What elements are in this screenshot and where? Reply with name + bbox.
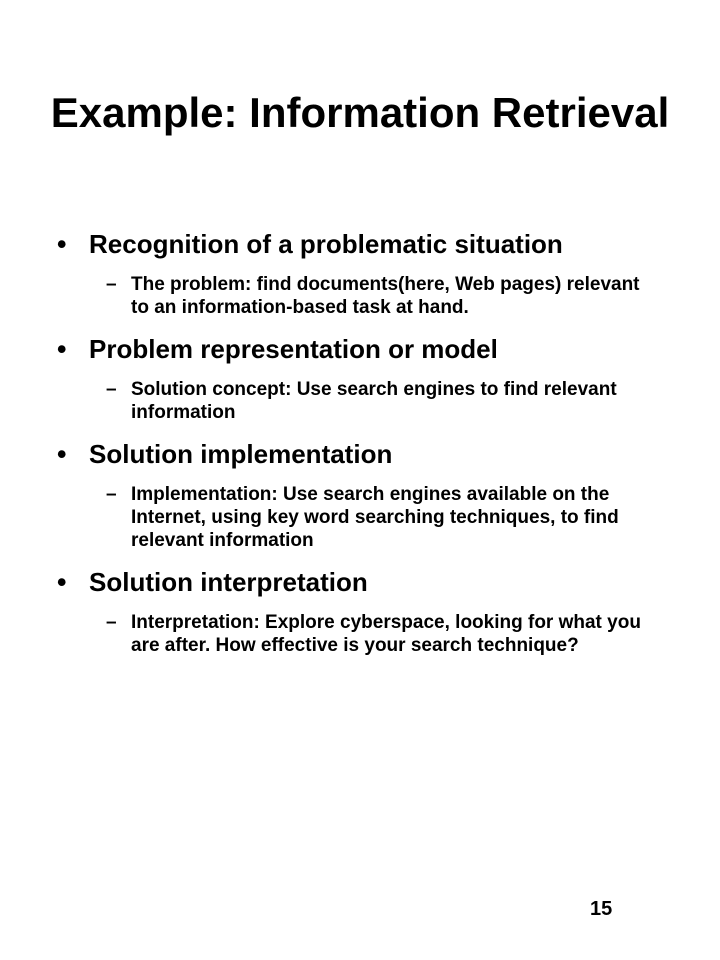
bullet-marker: •	[57, 229, 67, 259]
sub-bullet-text: Interpretation: Explore cyberspace, looking for what you are after. How effective is your search technique?	[131, 612, 641, 656]
sub-bullet-item	[89, 378, 680, 424]
sub-bullet-marker: –	[106, 379, 117, 400]
sub-bullet-item	[89, 611, 680, 657]
sub-bullet-marker: –	[106, 274, 117, 295]
bullet-text: Solution implementation	[89, 439, 393, 469]
bullet-text: Solution interpretation	[89, 567, 368, 597]
bullet-item-recognition	[0, 228, 720, 319]
sub-bullet-text: Implementation: Use search engines available on the Internet, using key word searching techniques, to find relevant information	[131, 484, 619, 551]
sub-bullet-marker: –	[106, 484, 117, 505]
bullet-item-representation	[0, 333, 720, 424]
bullet-text: Problem representation or model	[89, 334, 498, 364]
bullet-text: Recognition of a problematic situation	[89, 229, 563, 259]
bullet-item-interpretation	[0, 566, 720, 657]
slide-title: Example: Information Retrieval	[50, 89, 670, 136]
sub-bullet-item	[89, 273, 680, 319]
bullet-marker: •	[57, 334, 67, 364]
sub-bullet-item	[89, 483, 680, 552]
bullet-marker: •	[57, 567, 67, 597]
bullet-list	[0, 228, 720, 671]
sub-bullet-text: Solution concept: Use search engines to find relevant information	[131, 379, 617, 423]
bullet-item-implementation	[0, 438, 720, 552]
bullet-marker: •	[57, 439, 67, 469]
page-number: 15	[590, 898, 613, 920]
sub-bullet-text: The problem: find documents(here, Web pages) relevant to an information-based task at hand.	[131, 274, 640, 318]
sub-bullet-marker: –	[106, 612, 117, 633]
